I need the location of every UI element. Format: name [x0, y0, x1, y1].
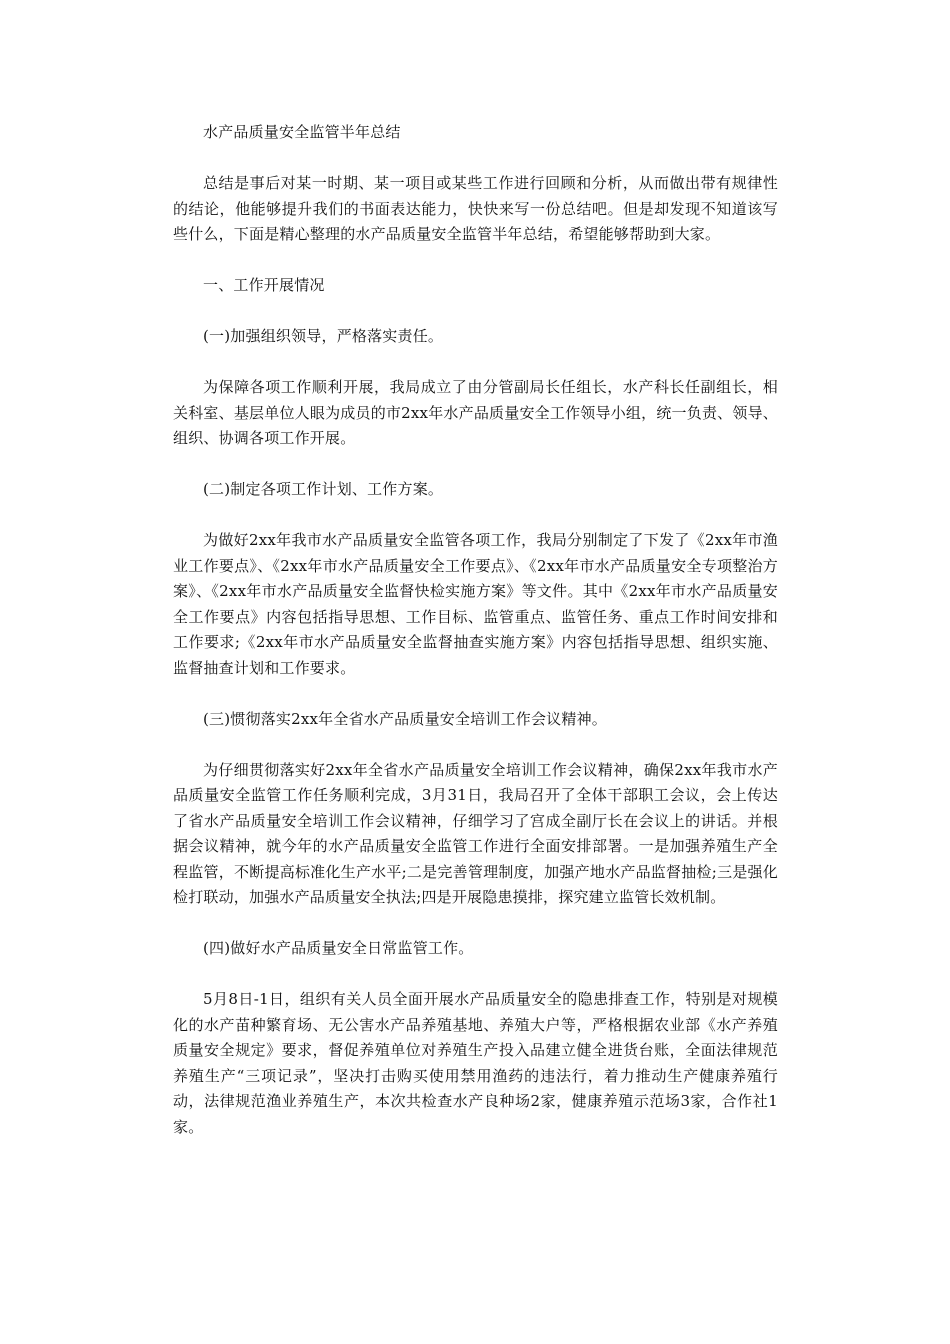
section-heading: 一、工作开展情况: [203, 276, 325, 294]
subsection-body-4: 5月8日-1日，组织有关人员全面开展水产品质量安全的隐患排查工作，特别是对规模化的水产苗种繁育场、无公害水产品养殖基地、养殖大户等，严格根据农业部《水产养殖质量安全规定》要求，督促养殖单位对养殖生产投入品建立健全进货台账，全面法律规范养殖生产“三项记录”，坚决打击购买使用禁用渔药的违法行，着力推动生产健康养殖行动，法律规范渔业养殖生产，本次共检查水产良种场2家，健康养殖示范场3家，合作社1家。: [173, 990, 778, 1136]
subsection-heading-3: (三)惯彻落实2xx年全省水产品质量安全培训工作会议精神。: [203, 709, 607, 728]
spacer: [173, 503, 778, 529]
subsection-body-1: 为保障各项工作顺利开展，我局成立了由分管副局长任组长，水产科长任副组长，相关科室、基层单位人眼为成员的市2xx年水产品质量安全工作领导小组，统一负责、领导、组织、协调各项工作开展。: [173, 378, 778, 447]
spacer: [173, 732, 778, 758]
spacer: [173, 962, 778, 988]
subsection-heading-1: (一)加强组织领导，严格落实责任。: [203, 327, 444, 345]
subsection-heading-2: (二)制定各项工作计划、工作方案。: [203, 480, 444, 498]
spacer: [173, 248, 778, 274]
spacer: [173, 350, 778, 376]
spacer: [173, 911, 778, 937]
intro-paragraph: 总结是事后对某一时期、某一项目或某些工作进行回顾和分析，从而做出带有规律性的结论，他能够提升我们的书面表达能力，快快来写一份总结吧。但是却发现不知道该写些什么，下面是精心整理的水产品质量安全监管半年总结，希望能够帮助到大家。: [173, 174, 778, 243]
subsection-heading-4: (四)做好水产品质量安全日常监管工作。: [203, 939, 474, 957]
spacer: [173, 452, 778, 478]
spacer: [173, 146, 778, 172]
subsection-body-3: 为仔细贯彻落实好2xx年全省水产品质量安全培训工作会议精神，确保2xx年我市水产品质量安全监管工作任务顺利完成，3月31日，我局召开了全体干部职工会议，会上传达了省水产品质量安全培训工作会议精神，仔细学习了宫成全副厅长在会议上的讲话。并根据会议精神，就今年的水产品质量安全监管工作进行全面安排部署。一是加强养殖生产全程监管，不断提高标准化生产水平;二是完善管理制度，加强产地水产品监督抽检;三是强化检打联动，加强水产品质量安全执法;四是开展隐患摸排，探究建立监管长效机制。: [173, 760, 778, 906]
spacer: [173, 299, 778, 325]
spacer: [173, 681, 778, 707]
document-body: [173, 120, 778, 1140]
document-title: 水产品质量安全监管半年总结: [203, 123, 401, 141]
subsection-body-2: 为做好2xx年我市水产品质量安全监管各项工作，我局分别制定了下发了《2xx年市渔业工作要点》、《2xx年市水产品质量安全工作要点》、《2xx年市水产品质量安全专项整治方案》、《2xx年市水产品质量安全监督快检实施方案》等文件。其中《2xx年市水产品质量安全工作要点》内容包括指导思想、工作目标、监管重点、监管任务、重点工作时间安排和工作要求;《2xx年市水产品质量安全监督抽查实施方案》内容包括指导思想、组织实施、监督抽查计划和工作要求。: [173, 531, 778, 677]
